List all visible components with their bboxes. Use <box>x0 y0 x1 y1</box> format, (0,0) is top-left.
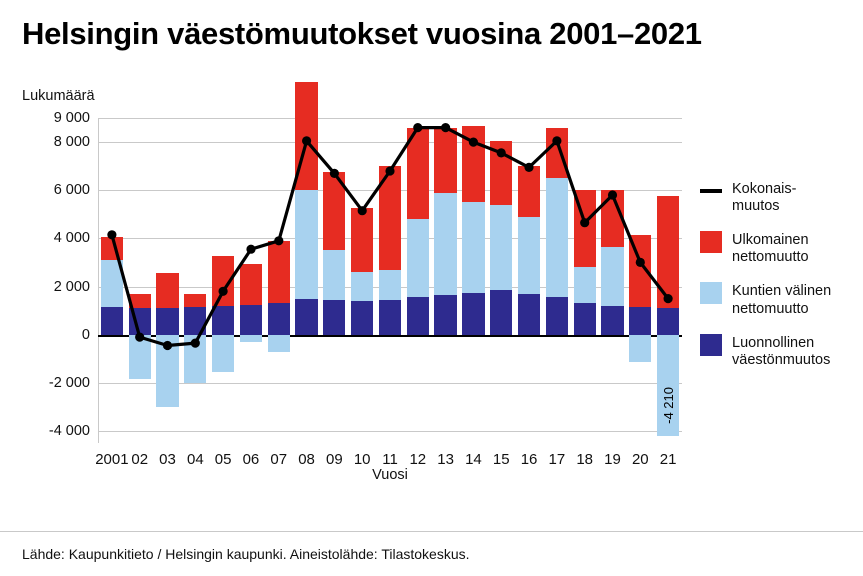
legend-swatch-icon <box>700 334 722 356</box>
x-tick-label: 09 <box>326 451 343 468</box>
y-tick-label: 9 000 <box>53 110 90 126</box>
x-tick-label: 16 <box>520 451 538 468</box>
data-label: -4 210 <box>661 386 677 424</box>
legend-item[interactable] <box>700 334 860 369</box>
x-tick-label: 12 <box>409 451 427 468</box>
x-axis-label: Vuosi <box>372 467 408 483</box>
x-tick-label: 03 <box>159 451 176 468</box>
x-tick-label: 04 <box>186 451 204 468</box>
x-tick-label: 15 <box>492 451 510 468</box>
y-tick-label: 4 000 <box>53 230 90 247</box>
x-tick-label: 2001 <box>95 451 129 468</box>
x-tick-label: 13 <box>437 451 454 468</box>
x-tick-label: 20 <box>631 451 649 468</box>
y-tick-label: -2 000 <box>48 374 90 391</box>
x-tick-label: 06 <box>242 451 260 468</box>
plot-region <box>48 110 682 468</box>
y-tick-label: 6 000 <box>53 182 90 199</box>
x-tick-label: 21 <box>659 451 677 468</box>
x-tick-label: 18 <box>576 451 593 468</box>
y-tick-label: 8 000 <box>53 134 90 151</box>
page-title: Helsingin väestömuutokset vuosina 2001–2021 <box>22 16 702 51</box>
x-tick-label: 10 <box>353 451 371 468</box>
x-tick-label: 11 <box>382 451 398 468</box>
y-tick-label: 2 000 <box>53 278 90 295</box>
legend-swatch-icon <box>700 282 722 304</box>
chart-area <box>22 110 682 485</box>
legend-line-icon <box>700 180 722 202</box>
footer-divider <box>0 531 863 532</box>
legend-label: Luonnollinen väestönmuutos <box>732 334 831 368</box>
legend-item[interactable] <box>700 282 860 317</box>
y-tick-label: 0 <box>81 326 90 343</box>
legend-label: Kuntien välinen nettomuutto <box>732 283 832 317</box>
y-tick-label: -4 000 <box>48 422 90 439</box>
legend-label: Kokonais- muutos <box>732 181 797 215</box>
x-tick-label: 05 <box>214 451 232 468</box>
legend-item[interactable] <box>700 180 860 215</box>
x-tick-label: 14 <box>465 451 482 468</box>
legend-label: Ulkomainen nettomuutto <box>732 232 809 266</box>
x-tick-label: 02 <box>131 451 149 468</box>
legend-swatch-icon <box>700 231 722 253</box>
y-axis-label: Lukumäärä <box>22 88 95 104</box>
x-tick-label: 08 <box>298 451 315 468</box>
x-tick-label: 19 <box>604 451 621 468</box>
source-note: Lähde: Kaupunkitieto / Helsingin kaupunki. Aineistolähde: Tilastokeskus. <box>22 546 470 562</box>
x-tick-label: 17 <box>548 451 566 468</box>
chart-legend <box>700 180 860 385</box>
x-tick-label: 07 <box>270 451 288 468</box>
legend-item[interactable] <box>700 231 860 266</box>
total-change-line <box>98 118 682 443</box>
